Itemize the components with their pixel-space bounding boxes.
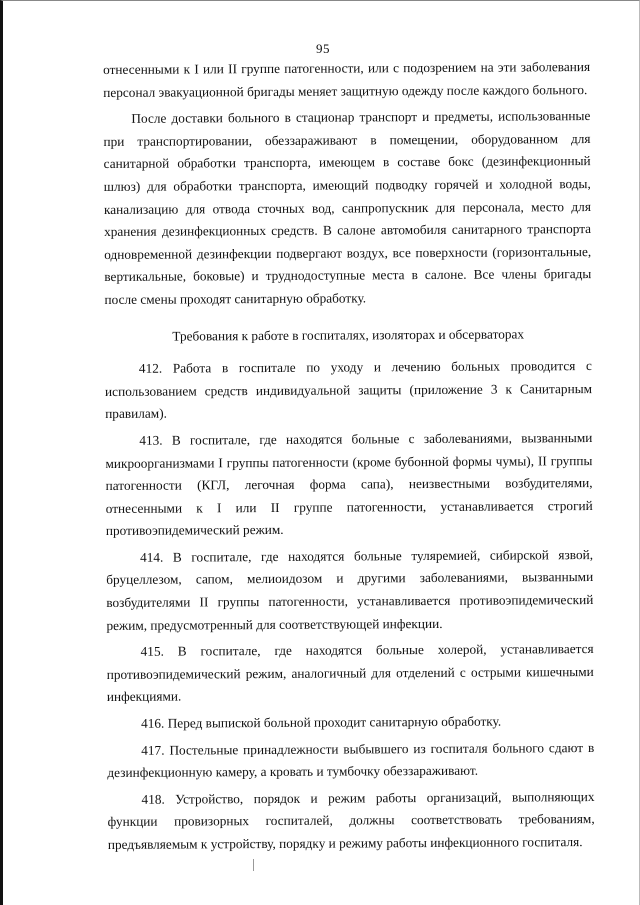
document-body <box>103 56 595 857</box>
paragraph-transport-disinfection: После доставки больного в стационар транспорт и предметы, использованные при транспортировании, обеззараживают в помещении, оборудованном для санитарной обработки транспорта, имеющем в составе бокс (дезинфекционный шлюз) для обработки транспорта, имеющий подводку горячей и холодной воды, канализацию для отвода сточных вод, санпропускник для персонала, место для хранения дезинфекционных средств. В салоне автомобиля санитарного транспорта одновременной дезинфекции подвергают воздух, все поверхности (горизонтальные, вертикальные, боковые) и труднодоступные места в салоне. Все члены бригады после смены проходят санитарную обработку. <box>103 108 592 307</box>
list-item-416 <box>107 710 594 736</box>
item-text: Устройство, порядок и режим работы организаций, выполняющих функции провизорных госпиталей, должны соответствовать требованиям, предъявляемым к устройству, порядку и режиму работы инфекционного госпиталя. <box>107 788 595 852</box>
item-text: Работа в госпитале по уходу и лечению больных проводится с использованием средств индивидуальной защиты (приложение 3 к Санитарным правилам). <box>104 358 593 422</box>
item-number: 413. <box>139 432 163 448</box>
list-item-415 <box>107 638 594 709</box>
page-number: 95 <box>316 41 330 56</box>
item-number: 412. <box>138 360 163 376</box>
item-number: 415. <box>140 643 164 660</box>
list-item-413 <box>105 427 593 543</box>
paragraph-continuation: отнесенными к I или II группе патогенности, или с подозрением на эти заболевания персонал эвакуационной бригады меняет защитную одежду после каждого больного. <box>103 59 591 100</box>
scan-artifact <box>253 859 254 871</box>
section-heading: Требования к работе в госпиталях, изоляторах и обсерваторах <box>172 325 525 344</box>
list-item-418 <box>107 786 594 857</box>
list-item-417 <box>107 737 594 785</box>
item-number: 414. <box>139 549 164 565</box>
list-item-414 <box>106 544 594 637</box>
item-number: 418. <box>141 791 165 807</box>
item-text: Постельные принадлежности выбывшего из госпиталя больного сдают в дезинфекционную камеру, а кровать и тумбочку обеззараживают. <box>107 739 595 781</box>
item-text: В госпитале, где находятся больные с заболеваниями, вызванными микроорганизмами I группы патогенности (кроме бубонной формы чумы), II группы патогенности (КГЛ, легочная форма сапа), неизвестными возбудителями, отнесенными к I или II группе патогенности, устанавливается строгий противоэпидемический режим. <box>105 429 593 539</box>
item-text: В госпитале, где находятся больные туляремией, сибирской язвой, бруцеллезом, сапом, мелиоидозом и другими заболеваниями, вызванными возбудителями II группы патогенности, устанавливается противоэпидемический режим, предусмотренный для соответствующей инфекции. <box>106 546 594 633</box>
item-text: В госпитале, где находятся больные холерой, устанавливается противоэпидемический режим, аналогичный для отделений с острыми кишечными инфекциями. <box>106 641 594 705</box>
list-item-412 <box>105 355 592 426</box>
item-number: 417. <box>141 742 165 758</box>
item-text: Перед выпиской больной проходит санитарную обработку. <box>167 713 502 731</box>
item-number: 416. <box>141 715 165 731</box>
